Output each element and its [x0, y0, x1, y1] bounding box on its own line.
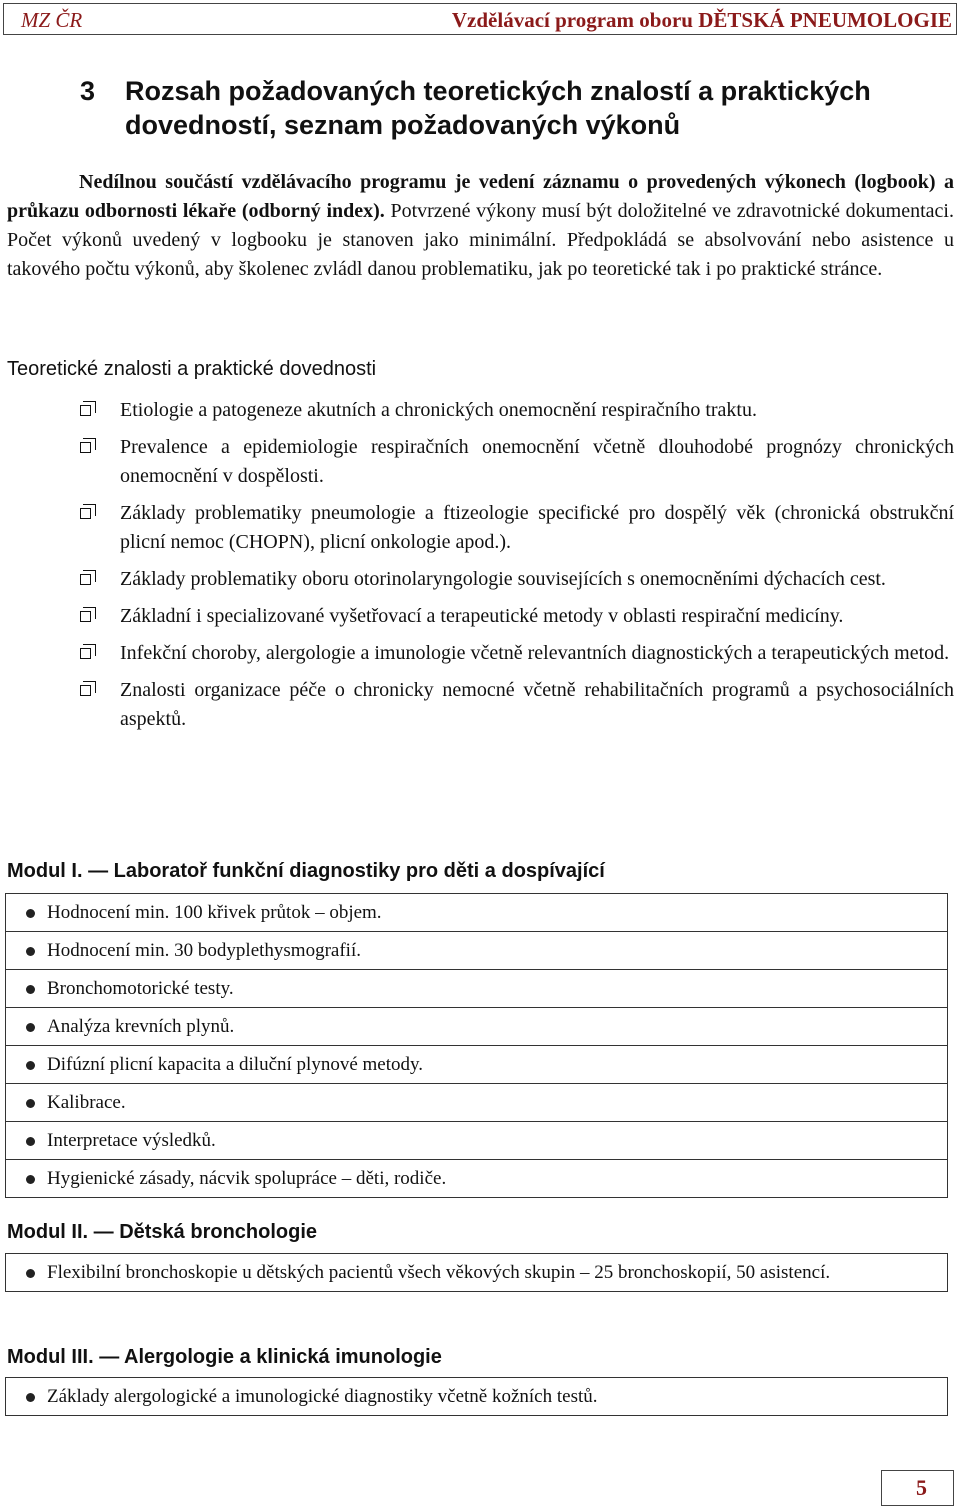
checkbox-bullet-icon [80, 508, 91, 519]
bullet-icon [26, 947, 35, 956]
table-row: Bronchomotorické testy. [6, 970, 947, 1008]
bullet-icon [26, 1269, 35, 1278]
checkbox-bullet-icon [80, 685, 91, 696]
module-3-title: Modul III. — Alergologie a klinická imunologie [7, 1346, 442, 1368]
page-header [3, 3, 957, 35]
module-1-list [5, 893, 948, 1198]
header-ministry: MZ ČR [21, 8, 83, 32]
module-2-title: Modul II. — Dětská bronchologie [7, 1221, 318, 1243]
intro-text: Potvrzené výkony musí být doložitelné ve zdravotnické dokumentaci. Počet výkonů uvedený v logbooku je stanoven jako minimální. Předpokládá se absolvování nebo asistence u takového počtu výkonů, aby školenec zvládl danou problematiku, jak po teoretické tak i po praktické stránce. [7, 200, 954, 280]
section-title: Rozsah požadovaných teoretických znalostí a praktických dovedností, seznam požadovaných výkonů [125, 76, 871, 140]
theory-heading: Teoretické znalosti a praktické dovednosti [7, 358, 377, 380]
section-number: 3 [80, 76, 96, 106]
module-1-title: Modul I. — Laboratoř funkční diagnostiky pro děti a dospívající [7, 860, 605, 882]
bullet-icon [26, 985, 35, 994]
table-row: Kalibrace. [6, 1084, 947, 1122]
list-item: Základní i specializované vyšetřovací a terapeutické metody v oblasti respirační medicíny. [80, 602, 954, 631]
checkbox-bullet-icon [80, 442, 91, 453]
bullet-icon [26, 1137, 35, 1146]
table-row: Flexibilní bronchoskopie u dětských pacientů všech věkových skupin – 25 bronchoskopií, 50 asistencí. [6, 1254, 947, 1291]
bullet-icon [26, 1061, 35, 1070]
list-item: Infekční choroby, alergologie a imunologie včetně relevantních diagnostických a terapeutických metod. [80, 639, 954, 668]
checkbox-bullet-icon [80, 611, 91, 622]
bullet-icon [26, 1175, 35, 1184]
module-2-list [5, 1253, 948, 1292]
bullet-icon [26, 1393, 35, 1402]
list-item: Znalosti organizace péče o chronicky nemocné včetně rehabilitačních programů a psychosociálních aspektů. [80, 676, 954, 734]
table-row: Analýza krevních plynů. [6, 1008, 947, 1046]
intro-paragraph [7, 168, 954, 284]
table-row: Hodnocení min. 100 křivek průtok – objem. [6, 894, 947, 932]
theory-list [80, 396, 954, 742]
list-item: Prevalence a epidemiologie respiračních onemocnění včetně dlouhodobé prognózy chronických onemocnění v dospělosti. [80, 433, 954, 491]
table-row: Hygienické zásady, nácvik spolupráce – děti, rodiče. [6, 1160, 947, 1197]
checkbox-bullet-icon [80, 405, 91, 416]
bullet-icon [26, 1099, 35, 1108]
intro-bold-text: Nedílnou součástí vzdělávacího programu je vedení záznamu o provedených výkonech (logbook) a průkazu odbornosti lékaře (odborný index). [7, 171, 954, 222]
checkbox-bullet-icon [80, 648, 91, 659]
list-item: Základy problematiky pneumologie a ftizeologie specifické pro dospělý věk (chronická obstrukční plicní nemoc (CHOPN), plicní onkologie apod.). [80, 499, 954, 557]
table-row: Hodnocení min. 30 bodyplethysmografií. [6, 932, 947, 970]
header-program-title: Vzdělávací program oboru DĚTSKÁ PNEUMOLOGIE [451, 8, 952, 32]
list-item: Etiologie a patogeneze akutních a chronických onemocnění respiračního traktu. [80, 396, 954, 425]
table-row: Základy alergologické a imunologické diagnostiky včetně kožních testů. [6, 1378, 947, 1415]
checkbox-bullet-icon [80, 574, 91, 585]
bullet-icon [26, 909, 35, 918]
module-3-list [5, 1377, 948, 1416]
list-item: Základy problematiky oboru otorinolaryngologie souvisejících s onemocněními dýchacích cest. [80, 565, 954, 594]
table-row: Difúzní plicní kapacita a diluční plynové metody. [6, 1046, 947, 1084]
table-row: Interpretace výsledků. [6, 1122, 947, 1160]
page-number: 5 [881, 1470, 954, 1506]
bullet-icon [26, 1023, 35, 1032]
